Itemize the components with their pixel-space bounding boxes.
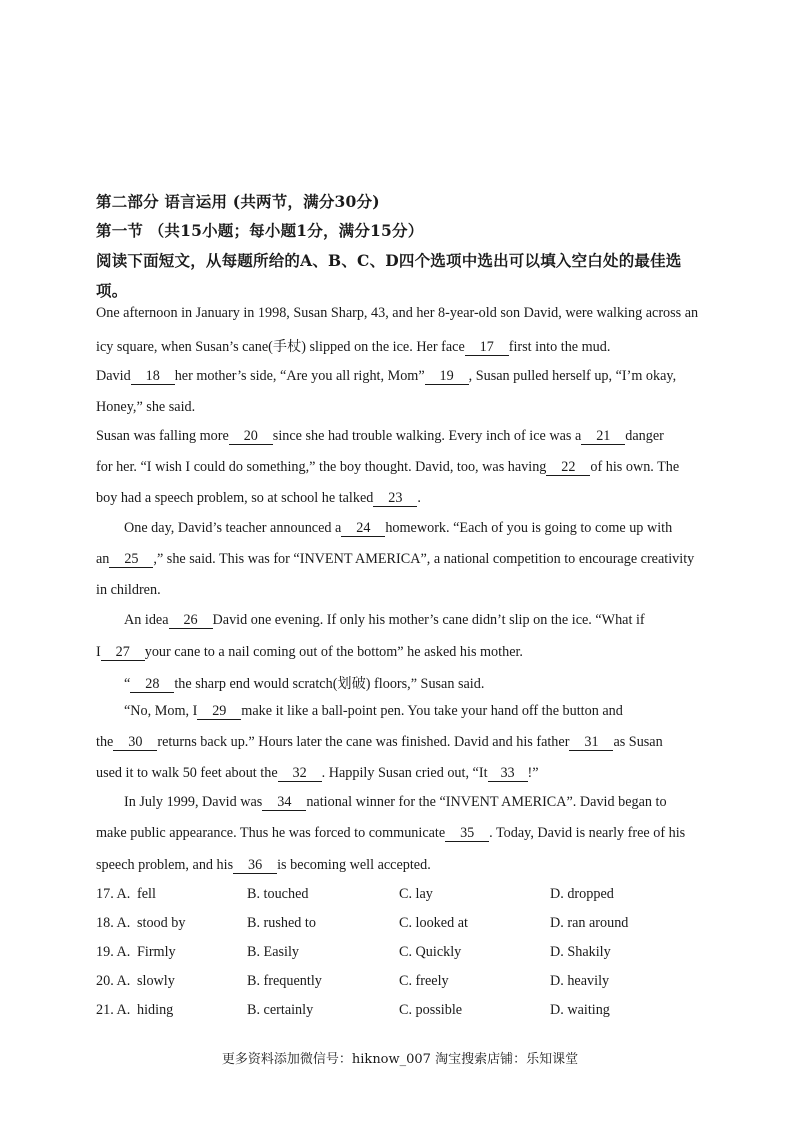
passage-line: the 30 returns back up.” Hours later the cane was finished. David and his father 31 as Susan xyxy=(96,734,663,750)
part-heading: 第二部分 语言运用 (共两节，满分30分) xyxy=(96,192,380,211)
blank-21: 21 xyxy=(581,429,625,445)
blank-22: 22 xyxy=(546,460,590,476)
option-b: B. touched xyxy=(247,886,309,902)
passage-line: One day, David’s teacher announced a 24 homework. “Each of you is going to come up with xyxy=(124,520,673,536)
option-c: C. freely xyxy=(399,973,449,989)
blank-32: 32 xyxy=(278,766,322,782)
passage-line: I 27 your cane to a nail coming out of the bottom” he asked his mother. xyxy=(96,644,523,660)
option-d: D. dropped xyxy=(550,886,614,902)
passage-line: An idea 26 David one evening. If only his mother’s cane didn’t slip on the ice. “What if xyxy=(124,612,645,628)
option-d: D. waiting xyxy=(550,1002,610,1018)
question-number: 19. A. xyxy=(96,944,131,960)
blank-30: 30 xyxy=(113,735,157,751)
option-d: D. Shakily xyxy=(550,944,611,960)
blank-18: 18 xyxy=(131,369,175,385)
option-c: C. Quickly xyxy=(399,944,462,960)
option-a: hiding xyxy=(137,1002,174,1018)
blank-20: 20 xyxy=(229,429,273,445)
passage-line: in children. xyxy=(96,582,161,598)
question-number: 17. A. xyxy=(96,886,131,902)
option-d: D. heavily xyxy=(550,973,610,989)
blank-31: 31 xyxy=(569,735,613,751)
blank-24: 24 xyxy=(341,521,385,537)
passage-line: used it to walk 50 feet about the 32 . Happily Susan cried out, “It 33 !” xyxy=(96,765,539,781)
instruction-line-1: 阅读下面短文，从每题所给的A、B、C、D四个选项中选出可以填入空白处的最佳选 xyxy=(96,251,682,270)
option-a: stood by xyxy=(137,915,186,931)
instruction-line-2: 项。 xyxy=(96,281,128,300)
passage-line: “No, Mom, I 29 make it like a ball-point pen. You take your hand off the button and xyxy=(124,703,623,719)
option-a: Firmly xyxy=(137,944,176,960)
blank-19: 19 xyxy=(425,369,469,385)
passage-line: In July 1999, David was 34 national winner for the “INVENT AMERICA”. David began to xyxy=(124,794,667,810)
passage-line: icy square, when Susan’s cane(手杖) slipped on the ice. Her face 17 first into the mud. xyxy=(96,339,611,355)
option-d: D. ran around xyxy=(550,915,629,931)
blank-23: 23 xyxy=(373,491,417,507)
blank-27: 27 xyxy=(101,645,145,661)
option-b: B. certainly xyxy=(247,1002,314,1018)
passage-line: “ 28 the sharp end would scratch(划破) floors,” Susan said. xyxy=(124,676,485,692)
option-b: B. Easily xyxy=(247,944,300,960)
blank-33: 33 xyxy=(488,766,528,782)
blank-34: 34 xyxy=(262,795,306,811)
option-b: B. rushed to xyxy=(247,915,316,931)
option-c: C. lay xyxy=(399,886,433,902)
section-heading: 第一节 （共15小题；每小题1分，满分15分） xyxy=(96,221,424,240)
question-number: 18. A. xyxy=(96,915,131,931)
passage-line: One afternoon in January in 1998, Susan Sharp, 43, and her 8-year-old son David, were walking across an xyxy=(96,305,699,321)
passage-line: David 18 her mother’s side, “Are you all right, Mom” 19 , Susan pulled herself up, “I’m okay, xyxy=(96,368,677,384)
blank-29: 29 xyxy=(197,704,241,720)
passage-line: Honey,” she said. xyxy=(96,399,196,415)
passage-line: for her. “I wish I could do something,” the boy thought. David, too, was having 22 of his own. The xyxy=(96,459,680,475)
option-b: B. frequently xyxy=(247,973,322,989)
option-a: slowly xyxy=(137,973,175,989)
blank-28: 28 xyxy=(130,677,174,693)
passage-line: make public appearance. Thus he was forced to communicate 35 . Today, David is nearly free of his xyxy=(96,825,686,841)
passage-line: an 25 ,” she said. This was for “INVENT AMERICA”, a national competition to encourage creativity xyxy=(96,551,695,567)
option-a: fell xyxy=(137,886,156,902)
page-footer: 更多资料添加微信号：hiknow_007 淘宝搜索店铺：乐知课堂 xyxy=(221,1052,579,1067)
option-c: C. looked at xyxy=(399,915,468,931)
blank-26: 26 xyxy=(169,613,213,629)
passage-line: Susan was falling more 20 since she had trouble walking. Every inch of ice was a 21 danger xyxy=(96,428,664,444)
option-c: C. possible xyxy=(399,1002,463,1018)
blank-36: 36 xyxy=(233,858,277,874)
passage-line: speech problem, and his 36 is becoming well accepted. xyxy=(96,857,431,873)
blank-17: 17 xyxy=(465,340,509,356)
blank-35: 35 xyxy=(445,826,489,842)
question-number: 20. A. xyxy=(96,973,131,989)
passage-line: boy had a speech problem, so at school he talked 23 . xyxy=(96,490,421,506)
question-number: 21. A. xyxy=(96,1002,131,1018)
blank-25: 25 xyxy=(109,552,153,568)
